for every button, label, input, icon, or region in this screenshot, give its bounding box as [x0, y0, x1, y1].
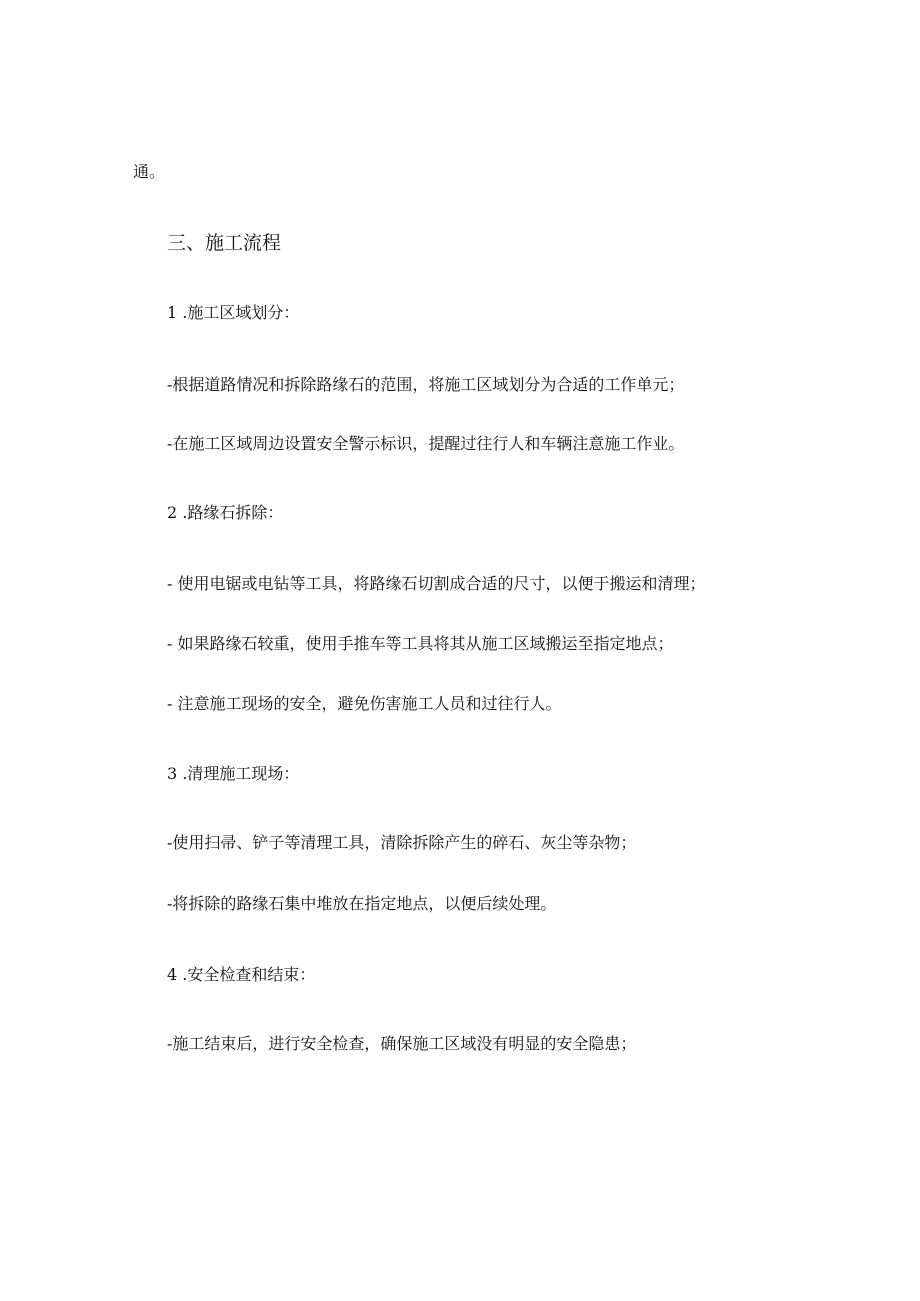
list-item: - 使用电锯或电钻等工具，将路缘石切割成合适的尺寸，以便于搬运和清理；	[167, 574, 706, 593]
section-heading: 三、施工流程	[167, 232, 282, 254]
step-title-3: 3 .清理施工现场：	[167, 764, 300, 783]
list-item: - 如果路缘石较重，使用手推车等工具将其从施工区域搬运至指定地点；	[167, 634, 674, 653]
step-title-2: 2 .路缘石拆除：	[167, 503, 284, 522]
step-title-4: 4 .安全检查和结束：	[167, 965, 316, 984]
continuation-text: 通。	[133, 162, 166, 181]
list-item: - 注意施工现场的安全，避免伤害施工人员和过往行人。	[167, 694, 562, 713]
step-title-1: 1 .施工区域划分：	[167, 303, 300, 322]
list-item: -将拆除的路缘石集中堆放在指定地点，以便后续处理。	[167, 894, 557, 913]
list-item: -使用扫帚、铲子等清理工具，清除拆除产生的碎石、灰尘等杂物；	[167, 833, 637, 852]
list-item: -在施工区域周边设置安全警示标识，提醒过往行人和车辆注意施工作业。	[167, 434, 685, 453]
list-item: -根据道路情况和拆除路缘石的范围，将施工区域划分为合适的工作单元；	[167, 375, 685, 394]
list-item: -施工结束后，进行安全检查，确保施工区域没有明显的安全隐患；	[167, 1034, 637, 1053]
